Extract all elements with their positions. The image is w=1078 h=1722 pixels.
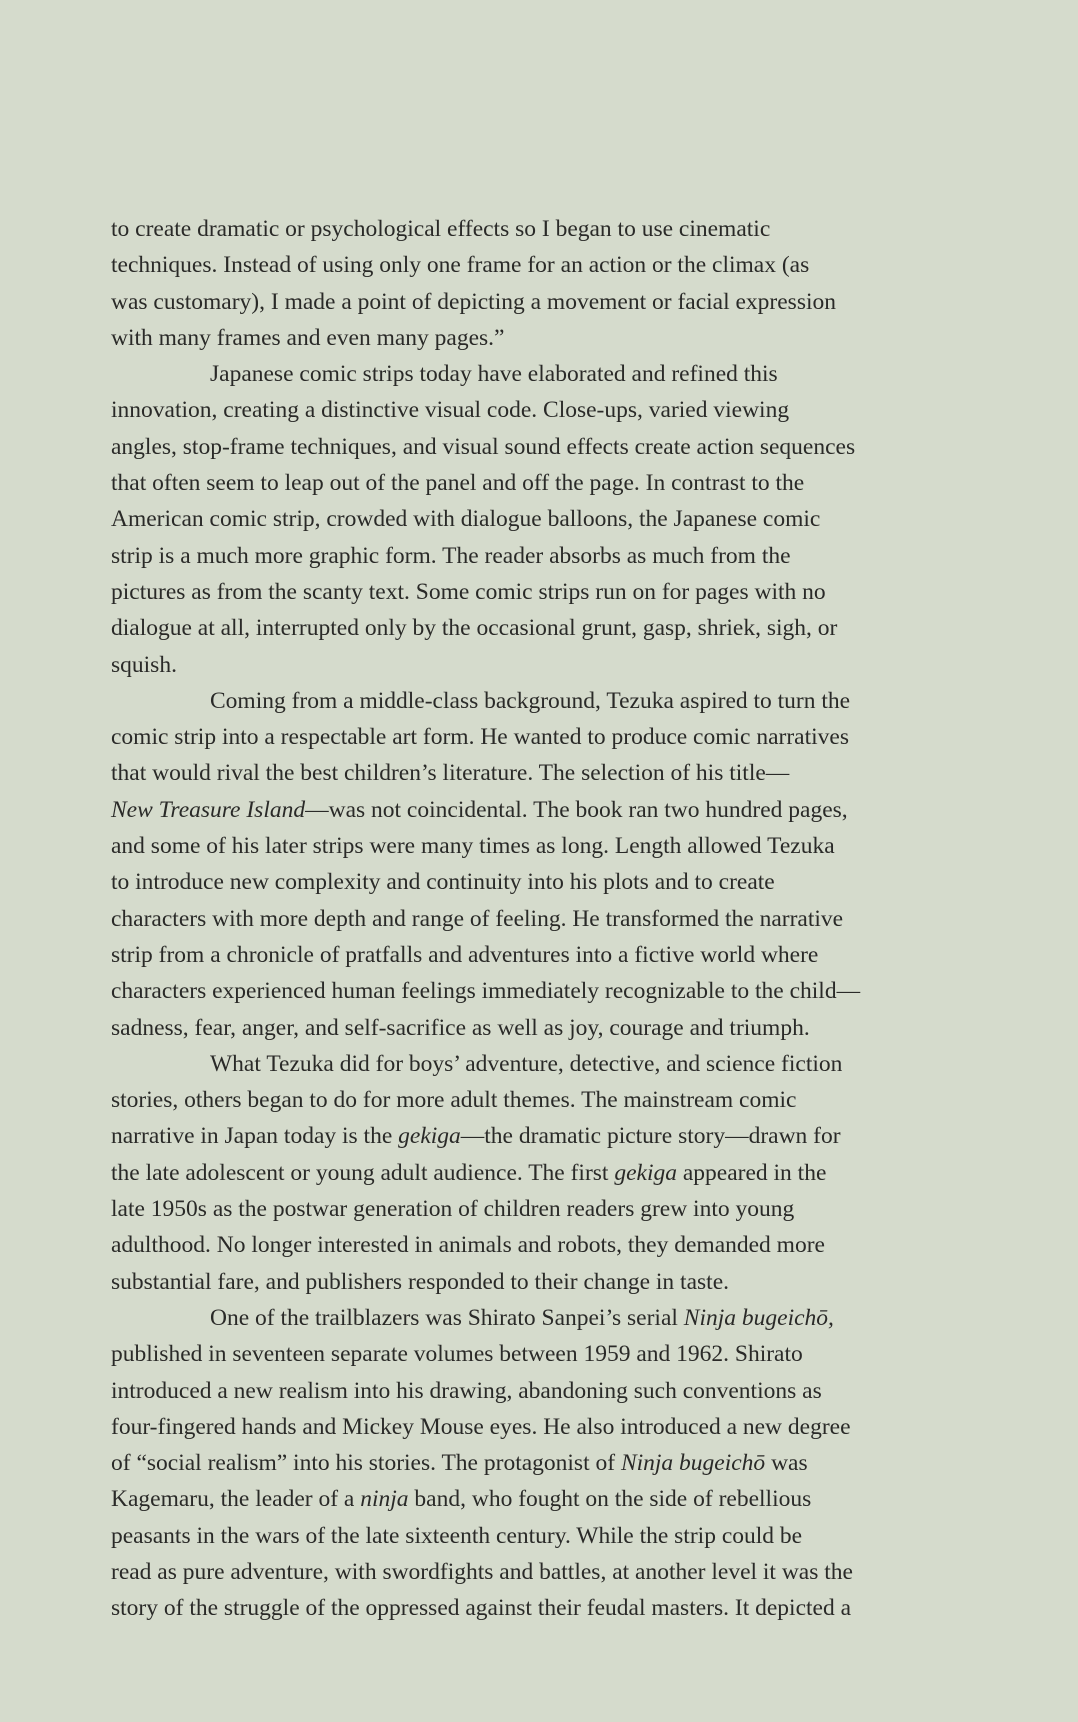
text-run: comic strip into a respectable art form. He wanted to produce comic narratives — [111, 724, 850, 751]
text-line — [111, 1082, 976, 1118]
text-line — [111, 755, 976, 791]
text-line — [111, 1191, 976, 1227]
text-run: Coming from a middle-class background, Tezuka aspired to turn the — [210, 687, 851, 714]
text-line — [111, 1445, 976, 1481]
text-run: published in seventeen separate volumes between 1959 and 1962. Shirato — [111, 1341, 803, 1368]
text-line — [111, 356, 976, 392]
text-run: strip from a chronicle of pratfalls and adventures into a fictive world where — [111, 941, 819, 968]
text-line — [111, 1554, 976, 1590]
text-line — [111, 320, 976, 356]
paragraph — [111, 356, 976, 683]
text-run: American comic strip, crowded with dialogue balloons, the Japanese comic — [111, 506, 821, 533]
italic-title: ninja — [360, 1486, 409, 1513]
paragraph — [111, 1300, 976, 1627]
italic-title: gekiga — [614, 1159, 677, 1186]
text-line — [111, 1590, 976, 1626]
text-run: appeared in the — [676, 1159, 827, 1186]
text-run: —was not coincidental. The book ran two hundred pages, — [305, 796, 848, 823]
text-line — [111, 538, 976, 574]
text-run: characters with more depth and range of feeling. He transformed the narrative — [111, 905, 844, 932]
text-run: sadness, fear, anger, and self-sacrifice as well as joy, courage and triumph. — [111, 1014, 810, 1041]
text-line — [111, 647, 976, 683]
italic-title: Ninja bugeichō — [620, 1450, 766, 1477]
text-run: stories, others began to do for more adult themes. The mainstream comic — [111, 1087, 797, 1114]
text-run: read as pure adventure, with swordfights and battles, at another level it was the — [111, 1558, 853, 1585]
text-line — [111, 1155, 976, 1191]
text-run: that often seem to leap out of the panel and off the page. In contrast to the — [111, 470, 805, 497]
paragraph — [111, 211, 976, 356]
paragraph — [111, 683, 976, 1046]
body-text — [111, 211, 976, 1627]
text-line — [111, 937, 976, 973]
text-run: peasants in the wars of the late sixteenth century. While the strip could be — [111, 1522, 803, 1549]
text-run: adulthood. No longer interested in animals and robots, they demanded more — [111, 1232, 825, 1259]
text-line — [111, 429, 976, 465]
text-line — [111, 284, 976, 320]
text-line — [111, 683, 976, 719]
text-line — [111, 864, 976, 900]
text-run: and some of his later strips were many times as long. Length allowed Tezuka — [111, 833, 835, 860]
text-run: with many frames and even many pages.” — [111, 324, 505, 351]
text-run: four-fingered hands and Mickey Mouse eyes. He also introduced a new degree — [111, 1413, 851, 1440]
text-line — [111, 211, 976, 247]
italic-title: Ninja bugeichō, — [683, 1304, 834, 1331]
text-run: late 1950s as the postwar generation of children readers grew into young — [111, 1196, 795, 1223]
italic-title: New Treasure Island — [111, 796, 306, 823]
text-run: of “social realism” into his stories. The protagonist of — [111, 1450, 621, 1477]
italic-title: gekiga — [398, 1123, 461, 1150]
text-run: Kagemaru, the leader of a — [111, 1486, 361, 1513]
text-line — [111, 792, 976, 828]
text-run: was — [765, 1450, 808, 1477]
text-run: innovation, creating a distinctive visual code. Close-ups, varied viewing — [111, 397, 790, 424]
text-run: Japanese comic strips today have elaborated and refined this — [210, 361, 778, 388]
text-line — [111, 610, 976, 646]
text-run: to introduce new complexity and continuity into his plots and to create — [111, 869, 775, 896]
text-run: dialogue at all, interrupted only by the occasional grunt, gasp, shriek, sigh, or — [111, 615, 838, 642]
text-line — [111, 1118, 976, 1154]
text-line — [111, 1409, 976, 1445]
text-line — [111, 1046, 976, 1082]
text-run: narrative in Japan today is the — [111, 1123, 399, 1150]
text-line — [111, 1373, 976, 1409]
text-run: One of the trailblazers was Shirato Sanpei’s serial — [210, 1304, 684, 1331]
text-run: characters experienced human feelings immediately recognizable to the child— — [111, 978, 861, 1005]
text-line — [111, 901, 976, 937]
text-run: substantial fare, and publishers responded to their change in taste. — [111, 1268, 729, 1295]
text-run: to create dramatic or psychological effects so I began to use cinematic — [111, 216, 771, 242]
text-run: What Tezuka did for boys’ adventure, detective, and science fiction — [210, 1050, 843, 1077]
text-line — [111, 1336, 976, 1372]
text-run: angles, stop-frame techniques, and visual sound effects create action sequences — [111, 433, 856, 460]
text-run: was customary), I made a point of depicting a movement or facial expression — [111, 288, 837, 315]
text-run: band, who fought on the side of rebellious — [408, 1486, 812, 1513]
text-run: pictures as from the scanty text. Some comic strips run on for pages with no — [111, 578, 826, 605]
text-line — [111, 1518, 976, 1554]
text-line — [111, 465, 976, 501]
text-line — [111, 1481, 976, 1517]
text-run: techniques. Instead of using only one frame for an action or the climax (as — [111, 252, 810, 279]
text-line — [111, 392, 976, 428]
text-run: the late adolescent or young adult audience. The first — [111, 1159, 615, 1186]
text-run: introduced a new realism into his drawing, abandoning such conventions as — [111, 1377, 822, 1404]
text-line — [111, 1010, 976, 1046]
text-line — [111, 973, 976, 1009]
text-run: story of the struggle of the oppressed against their feudal masters. It depicted a — [111, 1595, 852, 1622]
text-run: squish. — [111, 651, 177, 678]
text-run: that would rival the best children’s literature. The selection of his title— — [111, 760, 790, 787]
text-line — [111, 247, 976, 283]
text-run: strip is a much more graphic form. The reader absorbs as much from the — [111, 542, 791, 569]
text-line — [111, 574, 976, 610]
text-line — [111, 1300, 976, 1336]
text-line — [111, 828, 976, 864]
text-run: —the dramatic picture story—drawn for — [460, 1123, 841, 1150]
text-line — [111, 501, 976, 537]
paragraph — [111, 1046, 976, 1300]
text-line — [111, 1264, 976, 1300]
text-line — [111, 719, 976, 755]
text-line — [111, 1227, 976, 1263]
